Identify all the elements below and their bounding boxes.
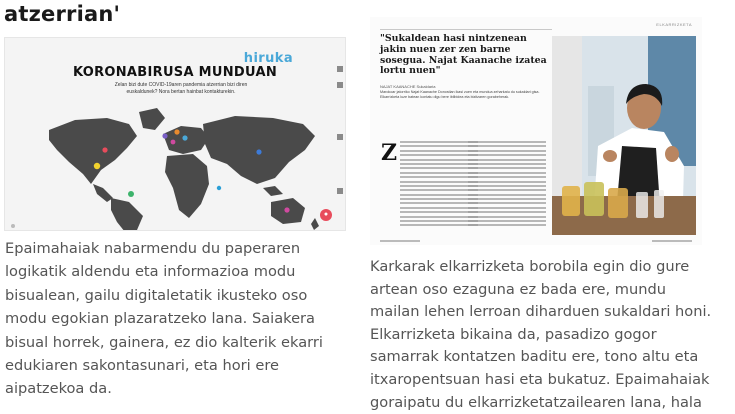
section-tag: ELKARRIZKETA [656,22,692,27]
coronavirus-map-image[interactable] [4,37,346,231]
islands-shape [263,186,283,196]
north-america-shape [49,118,137,184]
map-pin[interactable] [217,186,221,190]
map-pin[interactable] [174,129,179,134]
new-zealand-shape [311,218,319,230]
south-america-shape [111,198,143,231]
article-byline: NAJAT KAANACHE Sukaldaria [380,84,436,89]
map-title: KORONABIRUSA MUNDUAN [72,65,278,80]
article-headline: "Sukaldean hasi nintzenean jakin nuen zer zen barne sosegua. Najat Kaanache izatea lortu nuen" [380,33,547,77]
red-badge-icon[interactable]: ● [320,209,332,221]
map-pin[interactable] [171,140,176,145]
map-pin[interactable] [284,207,289,212]
central-america-shape [93,184,113,202]
map-pin[interactable] [128,191,134,197]
map-pin[interactable] [256,149,261,154]
hiruka-logo: hiruka [243,51,293,66]
africa-shape [165,154,209,218]
map-pin[interactable] [102,147,107,152]
sidebar-square-icon[interactable] [337,134,343,140]
article-column [468,141,546,229]
right-caption: Karkarak elkarrizketa borobila egin dio gure artean oso ezaguna ez bada ere, mundu mailan lehen lerroan diharduen sukaldari honi. Elkarrizketa bikaina da, pasadizo gogor samarrak kontatzen baditu ere, tono altu eta itxaropentsuan hasi eta bukatuz. Epaimahaiak goraipatu du elkarrizketatzailearen lana, hala [370,258,712,411]
copyright-icon [11,224,15,228]
sidebar-square-icon[interactable] [337,188,343,194]
sidebar-square-icon[interactable] [337,66,343,72]
section-heading: atzerrian' [4,2,121,26]
map-pin[interactable] [182,135,187,140]
article-dropcap: Z [381,140,398,166]
map-pin[interactable] [162,133,167,138]
greenland-shape [139,108,165,130]
left-caption: Epaimahaiak nabarmendu du paperaren logikatik aldendu eta informazioa modu bisualean, gailu digitaletatik ikusteko oso modu egokian plazaratzeko lana. Saiakera bisual horrek, gainera, ez dio kalterik ekarri edukiaren sakontasunari, eta hori ere aipatzekoa da. [5,240,323,398]
chef-photo [552,36,696,235]
map-question-text: Zelan bizi dute COVID-19aren pandemia atzerrian bizi diren euskaldunek? Nora bertan hainbat kontakturekin. [114,82,248,95]
sidebar-square-icon[interactable] [337,82,343,88]
divider [380,29,552,30]
article-intro: Marokoar jatorriko Najat Kaanache Donostian ikasi zuen eta mundua zeharkatu du sukaldari gisa. Elkarrizketa luze batean kontatu digu bere ibilbidea eta bizitzaren gorabeherak. [380,90,540,100]
map-pin[interactable] [94,163,100,169]
article-column [400,141,478,229]
magazine-footer [380,239,692,242]
magazine-spread-image[interactable] [370,17,702,245]
